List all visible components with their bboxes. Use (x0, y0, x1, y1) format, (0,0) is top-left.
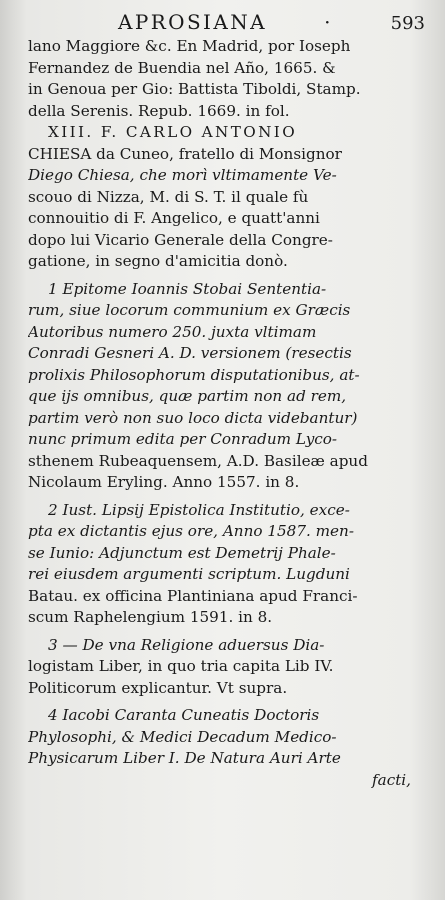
entry-1-line: Autoribus numero 250. juxta vltimam (28, 322, 317, 341)
text-line: Fernandez de Buendia nel Año, 1665. & (28, 58, 336, 77)
text-line: scouo di Nizza, M. di S. T. il quale fù (28, 187, 309, 206)
entry-2-line: scum Raphelengium 1591. in 8. (28, 608, 273, 626)
text-line: dopo lui Vicario Generale della Congre- (28, 230, 333, 249)
entry-2-line: se Iunio: Adjunctum est Demetrij Phale- (28, 543, 336, 562)
running-header (118, 10, 425, 34)
entry-4-line: Phylosophi, & Medici Decadum Medico- (28, 727, 337, 746)
entry-2-line: 2 Iust. Lipsij Epistolica Institutio, exce- (48, 500, 350, 519)
text-line: gatione, in segno d'amicitia donò. (28, 252, 288, 270)
entry-2-line: Batau. ex officina Plantiniana apud Franci- (28, 586, 358, 605)
entry-4-line: Physicarum Liber I. De Natura Auri Arte (28, 749, 341, 767)
entry-2-line: rei eiusdem argumenti scriptum. Lugduni (28, 565, 350, 583)
text-line: lano Maggiore &c. En Madrid, por Ioseph (28, 37, 351, 55)
entry-1-line: que ijs omnibus, quæ partim non ad rem, (28, 387, 347, 405)
entry-3-line: Politicorum explicantur. Vt supra. (28, 678, 288, 697)
text-line: CHIESA da Cuneo, fratello di Monsignor (28, 144, 342, 163)
text-line: Diego Chiesa, che morì vltimamente Ve- (28, 166, 337, 184)
entry-1-line: sthenem Rubeaquensem, A.D. Basileæ apud (28, 451, 368, 470)
entry-3-line: logistam Liber, in quo tria capita Lib IV. (28, 657, 334, 675)
entry-1-line: nunc primum edita per Conradum Lyco- (28, 430, 338, 448)
text-line: in Genoua per Gio: Battista Tiboldi, Stamp. (28, 80, 361, 98)
entry-1-line: rum, siue locorum communium ex Græcis (28, 301, 351, 319)
header-separator: · (324, 10, 334, 34)
catchword: facti, (372, 770, 411, 789)
entry-1-line: prolixis Philosophorum disputationibus, at- (28, 365, 360, 384)
entry-1-line: Conradi Gesneri A. D. versionem (resectis (28, 344, 352, 362)
entry-2-line: pta ex dictantis ejus ore, Anno 1587. men- (28, 522, 354, 540)
text-line: connouitio di F. Angelico, e quatt'anni (28, 209, 320, 227)
entry-1-line: partim verò non suo loco dicta videbantur) (28, 408, 358, 427)
running-title: APROSIANA (118, 10, 267, 34)
page-number: 593 (390, 13, 425, 34)
entry-3-line: 3 — De vna Religione aduersus Dia- (48, 635, 325, 654)
text-line: della Serenis. Repub. 1669. in fol. (28, 101, 290, 120)
section-heading: XIII. F. CARLO ANTONIO (48, 123, 298, 141)
entry-1-line: Nicolaum Eryling. Anno 1557. in 8. (28, 473, 300, 491)
entry-4-line: 4 Iacobi Caranta Cuneatis Doctoris (48, 706, 320, 724)
entry-1-line: 1 Epitome Ioannis Stobai Sententia- (48, 279, 327, 298)
